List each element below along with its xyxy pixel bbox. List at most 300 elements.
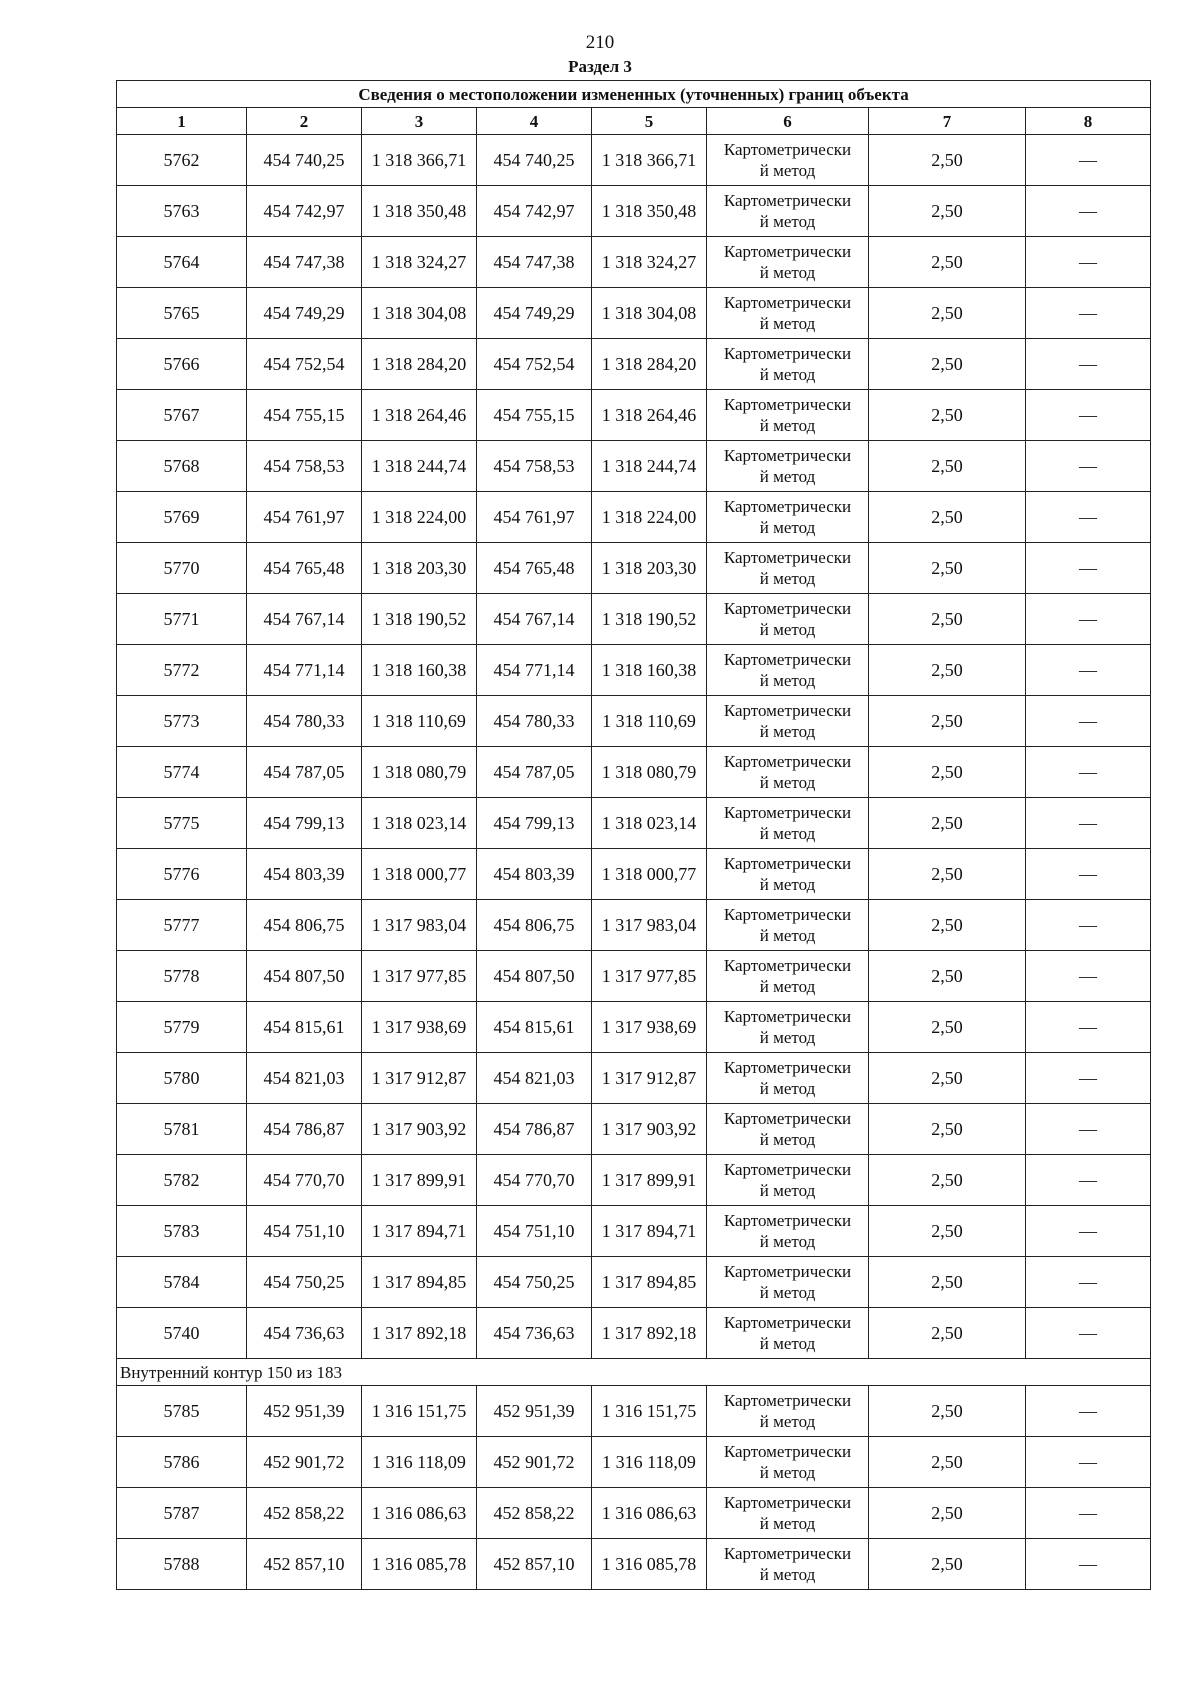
description-cell: — [1026, 543, 1151, 594]
description-cell: — [1026, 237, 1151, 288]
method-cell [707, 594, 869, 645]
accuracy-cell: 2,50 [869, 135, 1026, 186]
y-old-cell: 1 318 350,48 [362, 186, 477, 237]
x-new-cell: 454 803,39 [477, 849, 592, 900]
y-new-cell: 1 317 983,04 [592, 900, 707, 951]
point-number-cell: 5787 [117, 1488, 247, 1539]
point-number-cell: 5774 [117, 747, 247, 798]
x-new-cell: 452 858,22 [477, 1488, 592, 1539]
method-line-2: й метод [759, 1028, 816, 1047]
method-line-2: й метод [759, 569, 816, 588]
point-number-cell: 5768 [117, 441, 247, 492]
table-row [117, 849, 1151, 900]
table-row [117, 390, 1151, 441]
table-row [117, 543, 1151, 594]
y-old-cell: 1 317 899,91 [362, 1155, 477, 1206]
table-row [117, 747, 1151, 798]
table-row [117, 951, 1151, 1002]
description-cell: — [1026, 798, 1151, 849]
x-old-cell: 454 786,87 [247, 1104, 362, 1155]
y-new-cell: 1 318 350,48 [592, 186, 707, 237]
method-line-1: Картометрически [723, 752, 852, 771]
column-number-8: 8 [1026, 108, 1151, 135]
method-line-2: й метод [759, 314, 816, 333]
x-old-cell: 454 807,50 [247, 951, 362, 1002]
accuracy-cell: 2,50 [869, 186, 1026, 237]
y-new-cell: 1 317 938,69 [592, 1002, 707, 1053]
y-new-cell: 1 318 080,79 [592, 747, 707, 798]
point-number-cell: 5740 [117, 1308, 247, 1359]
point-number-cell: 5762 [117, 135, 247, 186]
description-cell: — [1026, 1206, 1151, 1257]
method-line-2: й метод [759, 926, 816, 945]
accuracy-cell: 2,50 [869, 1104, 1026, 1155]
method-line-1: Картометрически [723, 191, 852, 210]
table-row [117, 237, 1151, 288]
y-new-cell: 1 318 324,27 [592, 237, 707, 288]
x-new-cell: 454 751,10 [477, 1206, 592, 1257]
method-line-1: Картометрически [723, 242, 852, 261]
accuracy-cell: 2,50 [869, 1053, 1026, 1104]
method-cell [707, 237, 869, 288]
point-number-cell: 5781 [117, 1104, 247, 1155]
method-cell [707, 1206, 869, 1257]
y-old-cell: 1 317 894,85 [362, 1257, 477, 1308]
description-cell: — [1026, 1002, 1151, 1053]
y-new-cell: 1 317 912,87 [592, 1053, 707, 1104]
accuracy-cell: 2,50 [869, 339, 1026, 390]
x-new-cell: 454 740,25 [477, 135, 592, 186]
accuracy-cell: 2,50 [869, 237, 1026, 288]
y-old-cell: 1 318 284,20 [362, 339, 477, 390]
method-cell [707, 1155, 869, 1206]
y-old-cell: 1 316 118,09 [362, 1437, 477, 1488]
column-number-3: 3 [362, 108, 477, 135]
accuracy-cell: 2,50 [869, 1155, 1026, 1206]
column-number-2: 2 [247, 108, 362, 135]
y-new-cell: 1 318 224,00 [592, 492, 707, 543]
x-new-cell: 454 807,50 [477, 951, 592, 1002]
method-line-2: й метод [759, 467, 816, 486]
method-line-1: Картометрически [723, 1058, 852, 1077]
table-row [117, 492, 1151, 543]
table-row [117, 594, 1151, 645]
accuracy-cell: 2,50 [869, 1206, 1026, 1257]
table-row [117, 135, 1151, 186]
x-old-cell: 454 747,38 [247, 237, 362, 288]
description-cell: — [1026, 1104, 1151, 1155]
method-cell [707, 1308, 869, 1359]
method-line-1: Картометрически [723, 701, 852, 720]
x-old-cell: 454 751,10 [247, 1206, 362, 1257]
x-new-cell: 454 767,14 [477, 594, 592, 645]
x-new-cell: 454 771,14 [477, 645, 592, 696]
method-cell [707, 543, 869, 594]
point-number-cell: 5773 [117, 696, 247, 747]
method-cell [707, 1437, 869, 1488]
point-number-cell: 5778 [117, 951, 247, 1002]
table-row [117, 1386, 1151, 1437]
table-row [117, 696, 1151, 747]
x-new-cell: 454 752,54 [477, 339, 592, 390]
column-number-4: 4 [477, 108, 592, 135]
y-new-cell: 1 317 977,85 [592, 951, 707, 1002]
column-number-6: 6 [707, 108, 869, 135]
method-line-1: Картометрически [723, 854, 852, 873]
method-line-2: й метод [759, 722, 816, 741]
table-row [117, 1104, 1151, 1155]
x-old-cell: 452 857,10 [247, 1539, 362, 1590]
x-new-cell: 452 857,10 [477, 1539, 592, 1590]
x-old-cell: 452 858,22 [247, 1488, 362, 1539]
accuracy-cell: 2,50 [869, 1257, 1026, 1308]
method-line-1: Картометрически [723, 956, 852, 975]
description-cell: — [1026, 1053, 1151, 1104]
point-number-cell: 5766 [117, 339, 247, 390]
column-number-7: 7 [869, 108, 1026, 135]
accuracy-cell: 2,50 [869, 543, 1026, 594]
method-line-1: Картометрически [723, 599, 852, 618]
column-number-5: 5 [592, 108, 707, 135]
x-old-cell: 454 780,33 [247, 696, 362, 747]
description-cell: — [1026, 849, 1151, 900]
y-old-cell: 1 316 151,75 [362, 1386, 477, 1437]
method-line-1: Картометрически [723, 1493, 852, 1512]
method-line-2: й метод [759, 824, 816, 843]
y-new-cell: 1 316 151,75 [592, 1386, 707, 1437]
table-title: Сведения о местоположении измененных (уточненных) границ объекта [117, 81, 1151, 108]
x-new-cell: 452 951,39 [477, 1386, 592, 1437]
point-number-cell: 5785 [117, 1386, 247, 1437]
method-cell [707, 1002, 869, 1053]
boundary-coordinates-table [116, 80, 1151, 1590]
method-cell [707, 441, 869, 492]
method-line-2: й метод [759, 518, 816, 537]
x-new-cell: 454 821,03 [477, 1053, 592, 1104]
method-cell [707, 747, 869, 798]
description-cell: — [1026, 1386, 1151, 1437]
accuracy-cell: 2,50 [869, 645, 1026, 696]
y-new-cell: 1 318 304,08 [592, 288, 707, 339]
accuracy-cell: 2,50 [869, 390, 1026, 441]
x-old-cell: 454 787,05 [247, 747, 362, 798]
point-number-cell: 5763 [117, 186, 247, 237]
method-cell [707, 186, 869, 237]
x-old-cell: 454 752,54 [247, 339, 362, 390]
accuracy-cell: 2,50 [869, 696, 1026, 747]
method-line-2: й метод [759, 263, 816, 282]
point-number-cell: 5772 [117, 645, 247, 696]
method-line-1: Картометрически [723, 1442, 852, 1461]
method-line-1: Картометрически [723, 1211, 852, 1230]
point-number-cell: 5784 [117, 1257, 247, 1308]
table-row [117, 900, 1151, 951]
point-number-cell: 5765 [117, 288, 247, 339]
table-row [117, 288, 1151, 339]
method-cell [707, 288, 869, 339]
x-new-cell: 454 758,53 [477, 441, 592, 492]
contour-heading-row [117, 1359, 1151, 1386]
point-number-cell: 5764 [117, 237, 247, 288]
method-cell [707, 696, 869, 747]
y-new-cell: 1 317 894,71 [592, 1206, 707, 1257]
point-number-cell: 5777 [117, 900, 247, 951]
point-number-cell: 5788 [117, 1539, 247, 1590]
table-row [117, 1437, 1151, 1488]
method-cell [707, 645, 869, 696]
point-number-cell: 5786 [117, 1437, 247, 1488]
method-line-1: Картометрически [723, 344, 852, 363]
accuracy-cell: 2,50 [869, 798, 1026, 849]
y-new-cell: 1 317 894,85 [592, 1257, 707, 1308]
point-number-cell: 5771 [117, 594, 247, 645]
x-new-cell: 454 761,97 [477, 492, 592, 543]
description-cell: — [1026, 288, 1151, 339]
y-old-cell: 1 317 894,71 [362, 1206, 477, 1257]
y-old-cell: 1 318 366,71 [362, 135, 477, 186]
y-new-cell: 1 318 110,69 [592, 696, 707, 747]
description-cell: — [1026, 747, 1151, 798]
method-line-1: Картометрически [723, 905, 852, 924]
accuracy-cell: 2,50 [869, 1437, 1026, 1488]
y-old-cell: 1 318 023,14 [362, 798, 477, 849]
x-new-cell: 454 747,38 [477, 237, 592, 288]
table-row [117, 798, 1151, 849]
x-old-cell: 454 799,13 [247, 798, 362, 849]
x-new-cell: 454 750,25 [477, 1257, 592, 1308]
x-new-cell: 454 770,70 [477, 1155, 592, 1206]
description-cell: — [1026, 441, 1151, 492]
method-cell [707, 951, 869, 1002]
x-old-cell: 454 742,97 [247, 186, 362, 237]
y-old-cell: 1 318 224,00 [362, 492, 477, 543]
method-cell [707, 492, 869, 543]
method-line-1: Картометрически [723, 446, 852, 465]
y-new-cell: 1 318 366,71 [592, 135, 707, 186]
x-new-cell: 454 780,33 [477, 696, 592, 747]
method-cell [707, 390, 869, 441]
method-line-2: й метод [759, 1283, 816, 1302]
point-number-cell: 5782 [117, 1155, 247, 1206]
table-row [117, 441, 1151, 492]
method-cell [707, 1104, 869, 1155]
column-number-row [117, 108, 1151, 135]
point-number-cell: 5769 [117, 492, 247, 543]
point-number-cell: 5779 [117, 1002, 247, 1053]
description-cell: — [1026, 1155, 1151, 1206]
method-line-2: й метод [759, 1079, 816, 1098]
table-row [117, 1053, 1151, 1104]
method-line-1: Картометрически [723, 395, 852, 414]
x-old-cell: 454 750,25 [247, 1257, 362, 1308]
method-line-1: Картометрически [723, 1109, 852, 1128]
description-cell: — [1026, 1437, 1151, 1488]
method-cell [707, 1488, 869, 1539]
accuracy-cell: 2,50 [869, 1002, 1026, 1053]
y-new-cell: 1 317 903,92 [592, 1104, 707, 1155]
accuracy-cell: 2,50 [869, 747, 1026, 798]
method-line-2: й метод [759, 1181, 816, 1200]
accuracy-cell: 2,50 [869, 951, 1026, 1002]
method-line-2: й метод [759, 671, 816, 690]
description-cell: — [1026, 900, 1151, 951]
accuracy-cell: 2,50 [869, 441, 1026, 492]
x-old-cell: 454 770,70 [247, 1155, 362, 1206]
y-old-cell: 1 316 085,78 [362, 1539, 477, 1590]
x-old-cell: 454 740,25 [247, 135, 362, 186]
description-cell: — [1026, 1539, 1151, 1590]
method-cell [707, 1257, 869, 1308]
description-cell: — [1026, 135, 1151, 186]
accuracy-cell: 2,50 [869, 1386, 1026, 1437]
y-old-cell: 1 318 244,74 [362, 441, 477, 492]
method-line-2: й метод [759, 416, 816, 435]
method-line-2: й метод [759, 773, 816, 792]
method-line-2: й метод [759, 161, 816, 180]
y-old-cell: 1 318 160,38 [362, 645, 477, 696]
y-new-cell: 1 316 086,63 [592, 1488, 707, 1539]
y-new-cell: 1 318 000,77 [592, 849, 707, 900]
y-old-cell: 1 318 080,79 [362, 747, 477, 798]
description-cell: — [1026, 1257, 1151, 1308]
table-row [117, 186, 1151, 237]
method-cell [707, 1053, 869, 1104]
section-title: Раздел 3 [568, 57, 632, 76]
description-cell: — [1026, 1488, 1151, 1539]
x-old-cell: 454 767,14 [247, 594, 362, 645]
y-old-cell: 1 317 892,18 [362, 1308, 477, 1359]
page-number: 210 [585, 32, 615, 53]
x-new-cell: 454 786,87 [477, 1104, 592, 1155]
y-old-cell: 1 318 110,69 [362, 696, 477, 747]
method-line-2: й метод [759, 875, 816, 894]
x-old-cell: 454 815,61 [247, 1002, 362, 1053]
accuracy-cell: 2,50 [869, 849, 1026, 900]
x-old-cell: 454 761,97 [247, 492, 362, 543]
table-body [117, 81, 1151, 1590]
accuracy-cell: 2,50 [869, 288, 1026, 339]
y-old-cell: 1 318 304,08 [362, 288, 477, 339]
table-row [117, 1539, 1151, 1590]
accuracy-cell: 2,50 [869, 492, 1026, 543]
method-line-2: й метод [759, 1514, 816, 1533]
x-old-cell: 454 765,48 [247, 543, 362, 594]
x-new-cell: 454 736,63 [477, 1308, 592, 1359]
column-number-1: 1 [117, 108, 247, 135]
method-line-1: Картометрически [723, 140, 852, 159]
method-line-2: й метод [759, 1334, 816, 1353]
y-old-cell: 1 316 086,63 [362, 1488, 477, 1539]
method-line-1: Картометрически [723, 548, 852, 567]
method-line-1: Картометрически [723, 1007, 852, 1026]
description-cell: — [1026, 645, 1151, 696]
table-row [117, 1206, 1151, 1257]
y-new-cell: 1 316 118,09 [592, 1437, 707, 1488]
x-new-cell: 454 799,13 [477, 798, 592, 849]
method-line-2: й метод [759, 1412, 816, 1431]
x-new-cell: 454 765,48 [477, 543, 592, 594]
y-new-cell: 1 318 190,52 [592, 594, 707, 645]
method-line-2: й метод [759, 1463, 816, 1482]
method-line-1: Картометрически [723, 293, 852, 312]
x-old-cell: 454 755,15 [247, 390, 362, 441]
method-line-1: Картометрически [723, 1262, 852, 1281]
x-new-cell: 454 787,05 [477, 747, 592, 798]
point-number-cell: 5767 [117, 390, 247, 441]
table-title-row [117, 81, 1151, 108]
method-line-2: й метод [759, 1232, 816, 1251]
method-cell [707, 135, 869, 186]
y-old-cell: 1 317 903,92 [362, 1104, 477, 1155]
method-line-2: й метод [759, 977, 816, 996]
y-old-cell: 1 317 938,69 [362, 1002, 477, 1053]
y-new-cell: 1 318 264,46 [592, 390, 707, 441]
x-old-cell: 454 771,14 [247, 645, 362, 696]
x-old-cell: 452 901,72 [247, 1437, 362, 1488]
x-old-cell: 454 806,75 [247, 900, 362, 951]
method-cell [707, 1539, 869, 1590]
method-line-2: й метод [759, 1130, 816, 1149]
y-old-cell: 1 318 000,77 [362, 849, 477, 900]
x-old-cell: 452 951,39 [247, 1386, 362, 1437]
method-cell [707, 900, 869, 951]
y-old-cell: 1 318 324,27 [362, 237, 477, 288]
method-line-1: Картометрически [723, 1391, 852, 1410]
method-line-2: й метод [759, 365, 816, 384]
y-new-cell: 1 318 160,38 [592, 645, 707, 696]
y-new-cell: 1 318 284,20 [592, 339, 707, 390]
method-line-1: Картометрически [723, 650, 852, 669]
accuracy-cell: 2,50 [869, 1539, 1026, 1590]
y-old-cell: 1 318 203,30 [362, 543, 477, 594]
point-number-cell: 5780 [117, 1053, 247, 1104]
y-new-cell: 1 318 203,30 [592, 543, 707, 594]
method-cell [707, 849, 869, 900]
y-old-cell: 1 317 977,85 [362, 951, 477, 1002]
x-new-cell: 454 755,15 [477, 390, 592, 441]
y-new-cell: 1 318 244,74 [592, 441, 707, 492]
x-old-cell: 454 758,53 [247, 441, 362, 492]
table-row [117, 1002, 1151, 1053]
y-new-cell: 1 316 085,78 [592, 1539, 707, 1590]
accuracy-cell: 2,50 [869, 1488, 1026, 1539]
description-cell: — [1026, 951, 1151, 1002]
method-line-1: Картометрически [723, 497, 852, 516]
description-cell: — [1026, 492, 1151, 543]
x-new-cell: 452 901,72 [477, 1437, 592, 1488]
method-cell [707, 339, 869, 390]
y-new-cell: 1 317 899,91 [592, 1155, 707, 1206]
table-row [117, 339, 1151, 390]
table-row [117, 645, 1151, 696]
y-old-cell: 1 317 912,87 [362, 1053, 477, 1104]
table-row [117, 1155, 1151, 1206]
description-cell: — [1026, 390, 1151, 441]
x-old-cell: 454 803,39 [247, 849, 362, 900]
method-line-1: Картометрически [723, 803, 852, 822]
method-line-1: Картометрически [723, 1160, 852, 1179]
method-cell [707, 798, 869, 849]
method-line-1: Картометрически [723, 1313, 852, 1332]
method-line-2: й метод [759, 620, 816, 639]
description-cell: — [1026, 186, 1151, 237]
contour-heading: Внутренний контур 150 из 183 [117, 1359, 1151, 1386]
point-number-cell: 5776 [117, 849, 247, 900]
y-old-cell: 1 318 264,46 [362, 390, 477, 441]
x-old-cell: 454 736,63 [247, 1308, 362, 1359]
x-old-cell: 454 749,29 [247, 288, 362, 339]
x-new-cell: 454 742,97 [477, 186, 592, 237]
